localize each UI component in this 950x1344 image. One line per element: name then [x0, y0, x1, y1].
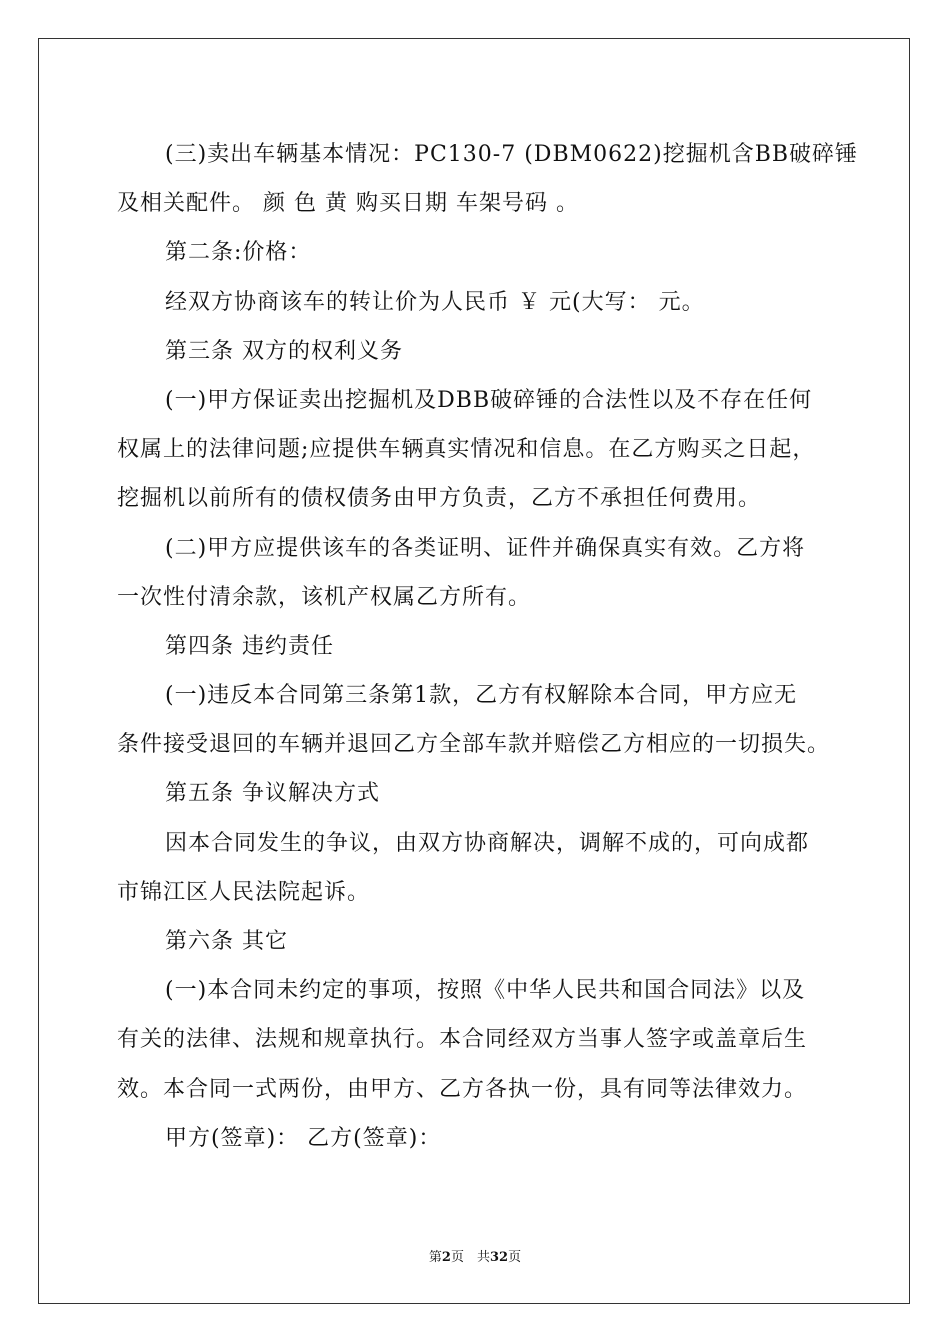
text-line: 一次性付清余款，该机产权属乙方所有。	[117, 584, 532, 610]
text-line: 第二条:价格：	[165, 240, 312, 266]
text-line: 权属上的法律问题;应提供车辆真实情况和信息。在乙方购买之日起，	[117, 437, 816, 463]
footer-suffix: 页	[508, 1250, 522, 1265]
text-line: 第五条 争议解决方式	[165, 781, 380, 807]
page-footer	[0, 1246, 950, 1265]
text-line: 因本合同发生的争议，由双方协商解决，调解不成的，可向成都	[165, 830, 810, 856]
text-line: 甲方(签章)： 乙方(签章)：	[165, 1125, 442, 1151]
text-line: 第四条 违约责任	[165, 633, 334, 659]
text-line: 及相关配件。 颜 色 黄 购买日期 车架号码 。	[117, 191, 579, 217]
text-line: 挖掘机以前所有的债权债务由甲方负责，乙方不承担任何费用。	[117, 486, 762, 512]
text-line: 第三条 双方的权利义务	[165, 338, 403, 364]
current-page-number: 2	[441, 1250, 451, 1265]
text-line: (一)甲方保证卖出挖掘机及DBB破碎锤的合法性以及不存在任何	[165, 387, 813, 413]
text-line: 效。本合同一式两份，由甲方、乙方各执一份，具有同等法律效力。	[117, 1076, 808, 1102]
document-body	[117, 130, 859, 1163]
total-page-count: 32	[489, 1250, 509, 1265]
text-line: (二)甲方应提供该车的各类证明、证件并确保真实有效。乙方将	[165, 535, 806, 561]
text-line: 条件接受退回的车辆并退回乙方全部车款并赔偿乙方相应的一切损失。	[117, 732, 831, 758]
text-line: (一)违反本合同第三条第1款，乙方有权解除本合同，甲方应无	[165, 683, 798, 709]
text-line: (一)本合同未约定的事项，按照《中华人民共和国合同法》以及	[165, 978, 806, 1004]
text-line: 经双方协商该车的转让价为人民币 ￥ 元(大写： 元。	[165, 289, 705, 315]
text-line: 有关的法律、法规和规章执行。本合同经双方当事人签字或盖章后生	[117, 1027, 808, 1053]
text-line: 第六条 其它	[165, 929, 288, 954]
text-line: 市锦江区人民法院起诉。	[117, 879, 371, 905]
text-line: (三)卖出车辆基本情况：PC130-7 (DBM0622)挖掘机含BB破碎锤	[165, 142, 859, 167]
footer-prefix: 第	[428, 1250, 442, 1265]
footer-mid: 页 共	[450, 1250, 490, 1265]
